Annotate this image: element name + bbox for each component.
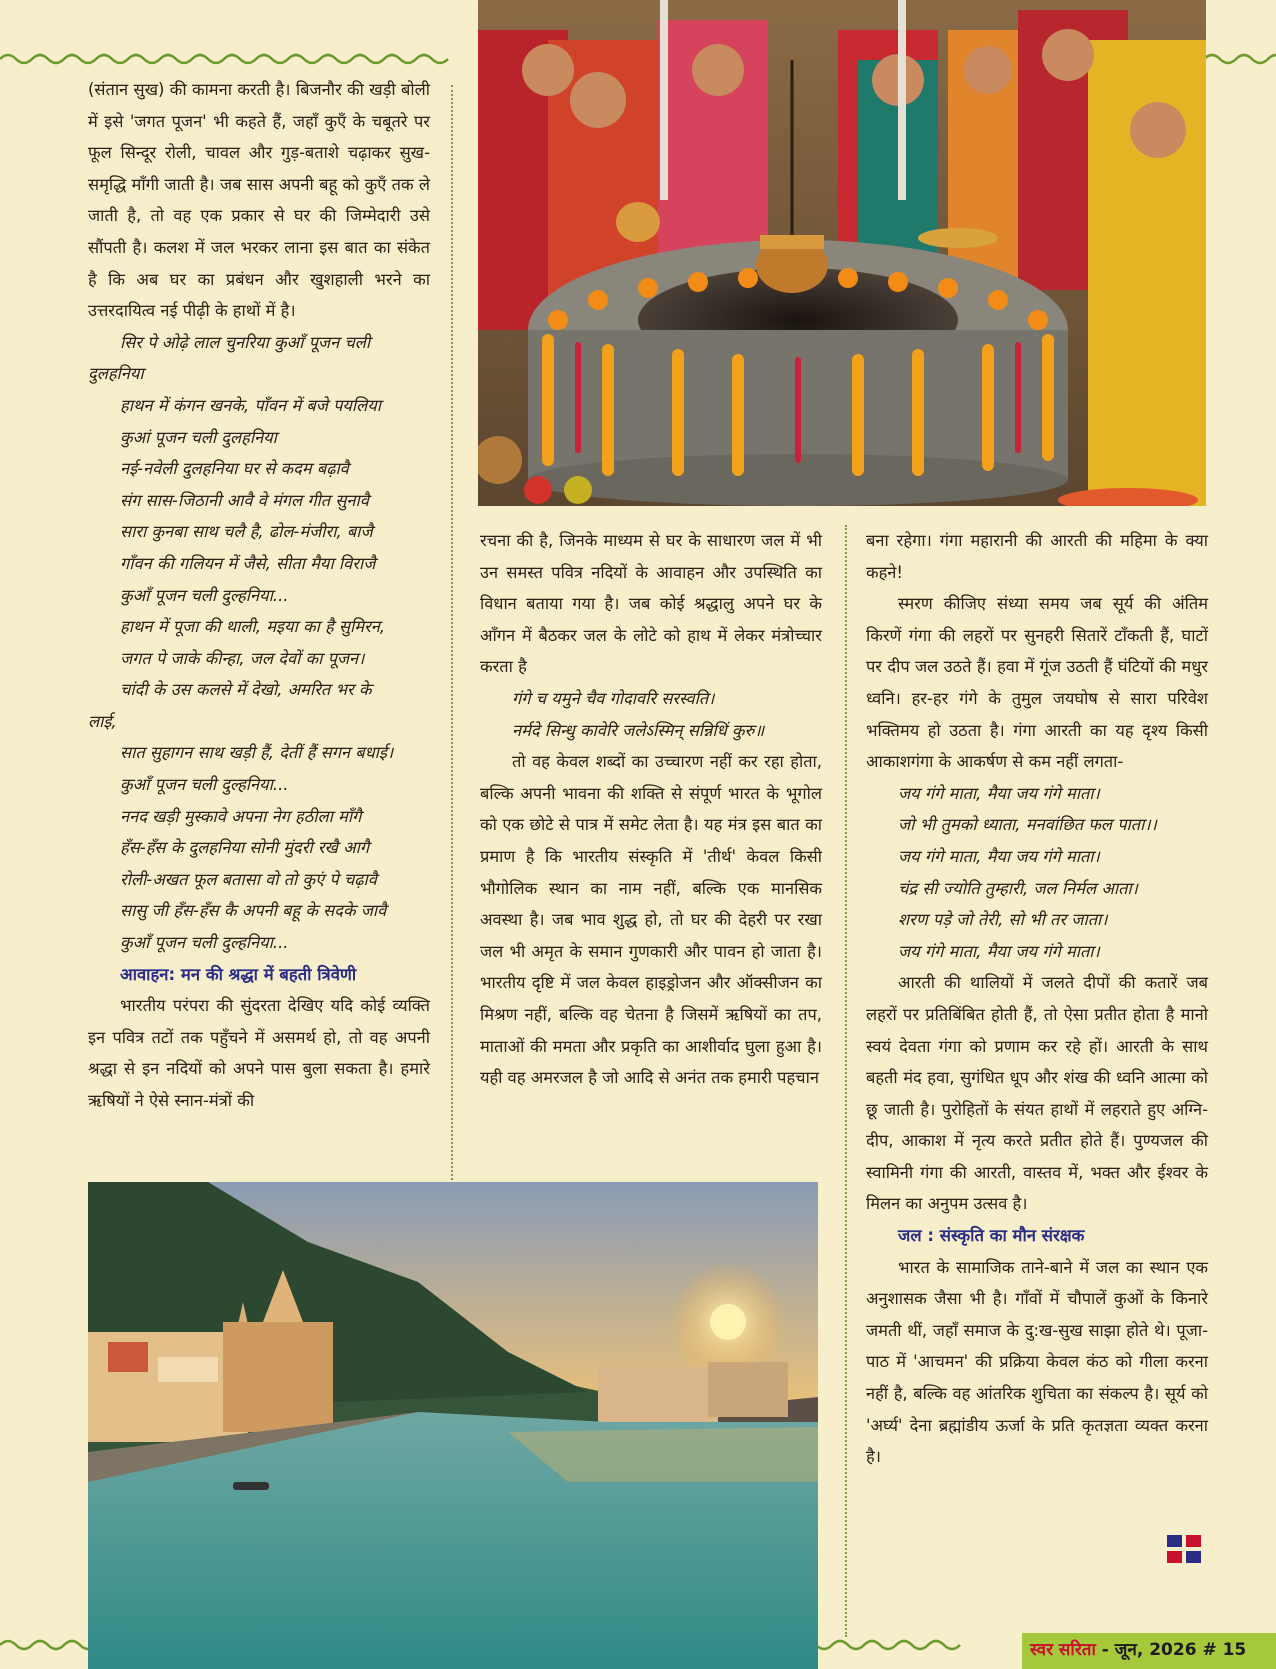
mantra-line: गंगे च यमुने चैव गोदावरि सरस्वति।	[512, 688, 715, 708]
song-line: सात सुहागन साथ खड़ी हैं, देतीं हैं सगन बधाई।	[120, 743, 394, 763]
song-line: संग सास-जिठानी आवै वे मंगल गीत सुनावै	[120, 490, 369, 510]
column-divider-1	[451, 85, 453, 1180]
song-line: कुआँ पूजन चली दुल्हनिया...	[120, 585, 289, 605]
column-2	[480, 525, 822, 1094]
song-line: हँस-हँस के दुलहनिया सोनी मुंदरी रखै आगै	[120, 838, 370, 858]
song-line: कुआं पूजन चली दुलहनिया	[120, 427, 277, 447]
column-1	[88, 74, 430, 1117]
song-line: कुआँ पूजन चली दुल्हनिया...	[120, 775, 289, 795]
section-heading-avahan: आवाहन: मन की श्रद्धा में बहती त्रिवेणी	[120, 964, 357, 984]
well-puja-photo	[478, 0, 1206, 506]
aarti-line: जय गंगे माता, मैया जय गंगे माता।	[898, 783, 1100, 803]
aarti-line: जय गंगे माता, मैया जय गंगे माता।	[898, 941, 1100, 961]
issue-and-page-number: - जून, 2026 # 15	[1095, 1640, 1247, 1660]
song-line: ननद खड़ी मुस्कावे अपना नेग हठीला माँगै	[120, 806, 362, 826]
aarti-line: शरण पड़े जो तेरी, सो भी तर जाता।	[898, 910, 1108, 930]
song-line: सारा कुनबा साथ चलै है, ढोल-मंजीरा, बाजै	[120, 522, 373, 542]
page-footer	[1030, 1637, 1246, 1660]
aarti-line: जय गंगे माता, मैया जय गंगे माता।	[898, 846, 1100, 866]
col3-paragraph-3: आरती की थालियों में जलते दीपों की कतारें जब लहरों पर प्रतिबिंबित होती हैं, तो ऐसा प्रतीत होता है मानो स्वयं देवता गंगा को प्रणाम कर रहे हों। आरती के साथ बहती मंद हवा, सुगंधित धूप और शंख की ध्वनि आत्मा को छू जाती है। पुरोहितों के संयत हाथों में लहराते हुए अग्नि-दीप, आकाश में नृत्य करते प्रतीत होते हैं। पुण्यजल की स्वामिनी गंगा की आरती, वास्तव में, भक्त और ईश्वर के मिलन का अनुपम उत्सव है।	[866, 973, 1208, 1214]
song-line: हाथन में कंगन खनके, पाँवन में बजे पयलिया	[120, 395, 382, 415]
col1-paragraph-1: (संतान सुख) की कामना करती है। बिजनौर की खड़ी बोली में इसे 'जगत पूजन' भी कहते हैं, जहाँ कुएँ के चबूतरे पर फूल सिन्दूर रोली, चावल और गुड़-बताशे चढ़ाकर सुख-समृद्धि माँगी जाती है। जब सास अपनी बहू को कुएँ तक ले जाती है, तो वह एक प्रकार से घर की जिम्मेदारी उसे सौंपती है। कलश में जल भरकर लाना इस बात का संकेत है कि अब घर का प्रबंधन और खुशहाली भरने का उत्तरदायित्व नई पीढ़ी के हाथों में है।	[88, 80, 430, 321]
col3-paragraph-4: भारत के सामाजिक ताने-बाने में जल का स्थान एक अनुशासक जैसा भी है। गाँवों में चौपालें कुओं के किनारे जमती थीं, जहाँ समाज के दु:ख-सुख साझा होते थे। पूजा-पाठ में 'आचमन' की प्रक्रिया केवल कंठ को गीला करना नहीं है, बल्कि वह आंतरिक शुचिता का संकल्प है। सूर्य को 'अर्घ्य' देना ब्रह्मांडीय ऊर्जा के प्रति कृतज्ञता व्यक्त करना है।	[866, 1257, 1208, 1467]
col3-paragraph-1: बना रहेगा। गंगा महारानी की आरती की महिमा के क्या कहने!	[866, 531, 1208, 582]
col1-paragraph-2: भारतीय परंपरा की सुंदरता देखिए यदि कोई व्यक्ति इन पवित्र तटों तक पहुँचने में असमर्थ हो, तो वह अपनी श्रद्धा से इन नदियों को अपने पास बुला सकता है। हमारे ऋषियों ने ऐसे स्नान-मंत्रों की	[88, 996, 430, 1110]
song-line: दुलहनिया	[88, 364, 144, 384]
column-divider-2	[845, 525, 847, 1637]
river-sunset-photo	[88, 1182, 818, 1669]
song-line: लाई,	[88, 711, 117, 731]
magazine-name: स्वर सरिता	[1030, 1640, 1096, 1660]
song-line: सासु जी हँस-हँस कै अपनी बहू के सदके जावै	[120, 901, 387, 921]
section-heading-jal: जल : संस्कृति का मौन संरक्षक	[898, 1226, 1085, 1246]
song-line: नई-नवेली दुलहनिया घर से कदम बढ़ावै	[120, 459, 349, 479]
col3-paragraph-2: स्मरण कीजिए संध्या समय जब सूर्य की अंतिम किरणें गंगा की लहरों पर सुनहरी सितारें टाँकती हैं, घाटों पर दीप जल उठते हैं। हवा में गूंज उठती हैं घंटियों की मधुर ध्वनि। हर-हर गंगे के तुमुल जयघोष से सारा परिवेश भक्तिमय हो उठता है। गंगा आरती का यह दृश्य किसी आकाशगंगा के आकर्षण से कम नहीं लगता-	[866, 594, 1208, 772]
column-3	[866, 525, 1208, 1473]
col2-paragraph-1: रचना की है, जिनके माध्यम से घर के साधारण जल में भी उन समस्त पवित्र नदियों के आवाहन और उपस्थिति का विधान बताया गया है। जब कोई श्रद्धालु अपने घर के आँगन में बैठकर जल के लोटे को हाथ में लेकर मंत्रोच्चार करता है	[480, 531, 822, 677]
song-line: हाथन में पूजा की थाली, मइया का है सुमिरन,	[120, 617, 386, 637]
song-line: कुआँ पूजन चली दुल्हनिया...	[120, 933, 289, 953]
mantra-line: नर्मदे सिन्धु कावेरि जलेऽस्मिन् सन्निधिं कुरु॥	[512, 720, 765, 740]
aarti-line: जो भी तुमको ध्याता, मनवांछित फल पाता।।	[898, 815, 1157, 835]
col2-paragraph-2: तो वह केवल शब्दों का उच्चारण नहीं कर रहा होता, बल्कि अपनी भावना की शक्ति से संपूर्ण भारत के भूगोल को एक छोटे से पात्र में समेट लेता है। यह मंत्र इस बात का प्रमाण है कि भारतीय संस्कृति में 'तीर्थ' केवल किसी भौगोलिक स्थान का नाम नहीं, बल्कि एक मानसिक अवस्था है। जब भाव शुद्ध हो, तो घर की देहरी पर रखा जल भी अमृत के समान गुणकारी और पावन हो जाता है। भारतीय दृष्टि में जल केवल हाइड्रोजन और ऑक्सीजन का मिश्रण नहीं, बल्कि वह चेतना है जिसमें ऋषियों का तप, माताओं की ममता और प्रकृति का आशीर्वाद घुला हुआ है। यही वह अमरजल है जो आदि से अनंत तक हमारी पहचान	[480, 752, 822, 1088]
song-line: रोली-अखत फूल बतासा वो तो कुएं पे चढ़ावै	[120, 869, 377, 889]
aarti-line: चंद्र सी ज्योति तुम्हारी, जल निर्मल आता।	[898, 878, 1138, 898]
article-end-mark-icon	[1167, 1535, 1201, 1563]
song-line: जगत पे जाके कीन्हा, जल देवों का पूजन।	[120, 648, 365, 668]
song-line: सिर पे ओढ़े लाल चुनरिया कुआँ पूजन चली	[120, 332, 371, 352]
song-line: चांदी के उस कलसे में देखो, अमरित भर के	[120, 680, 372, 700]
song-line: गाँवन की गलियन में जैसे, सीता मैया विराजै	[120, 553, 376, 573]
